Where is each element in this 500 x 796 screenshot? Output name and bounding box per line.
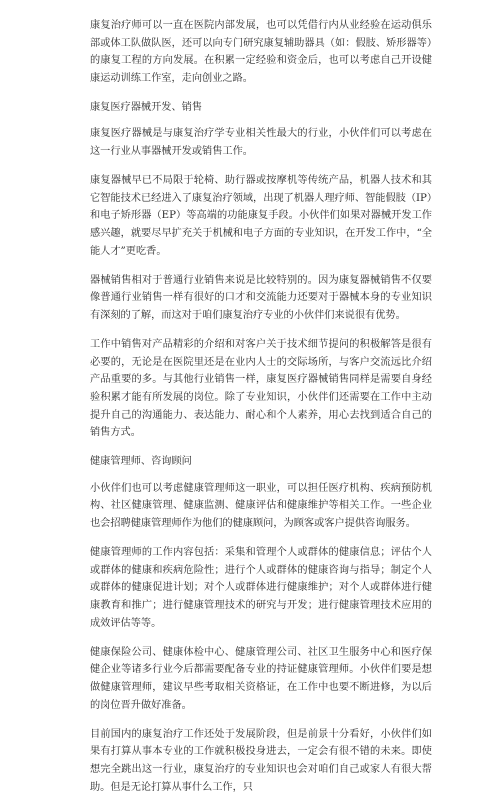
paragraph-6: 小伙伴们也可以考虑健康管理师这一职业，可以担任医疗机构、疾病预防机构、社区健康管理、健康监测、健康评估和健康维护等相关工作。一些企业也会招聘健康管理师作为他们的健康顾问，为顾客或客户提供咨询服务。: [90, 482, 432, 530]
paragraph-5: 工作中销售对产品精彩的介绍和对客户关于技术细节提问的积极解答是很有必要的，无论是在医院里还是在业内人士的交际场所，与客户交流远比介绍产品重要的多。与其他行业销售一样，康复医疗器械销售同样是需要自身经验积累才能有所发展的岗位。除了专业知识，小伙伴们还需要在工作中主动提升自己的沟通能力、表达能力、耐心和个人素养，用心去找到适合自己的销售方式。: [90, 339, 432, 439]
paragraph-2: 康复医疗器械是与康复治疗学专业相关性最大的行业，小伙伴们可以考虑在这一行业从事器械开发或销售工作。: [90, 128, 432, 158]
paragraph-8: 健康保险公司、健康体检中心、健康管理公司、社区卫生服务中心和医疗保健企业等诸多行业今后都需要配备专业的持证健康管理师。小伙伴们要是想做健康管理师，建议早些考取相关资格证，在工作中也要不断进修，为以后的岗位晋升做好准备。: [90, 646, 432, 711]
paragraph-7: 健康管理师的工作内容包括：采集和管理个人或群体的健康信息；评估个人或群体的健康和疾病危险性；进行个人或群体的健康咨询与指导；制定个人或群体的健康促进计划；对个人或群体进行健康维护；对个人或群体进行健康教育和推广；进行健康管理技术的研究与开发；进行健康管理技术应用的成效评估等等。: [90, 547, 432, 629]
paragraph-4: 器械销售相对于普通行业销售来说是比较特别的。因为康复器械销售不仅要像普通行业销售一样有很好的口才和交流能力还要对于器械本身的专业知识有深刻的了解，而这对于咱们康复治疗专业的小伙伴们来说很有优势。: [90, 274, 432, 321]
section-heading-health-manager: 健康管理师、咨询顾问: [90, 456, 192, 468]
paragraph-9: 目前国内的康复治疗工作还处于发展阶段，但是前景十分看好，小伙伴们如果有打算从事本专业的工作就积极投身进去，一定会有很不错的未来。即使想完全跳出这一行业，康复治疗的专业知识也会对咱们自己或家人有很大帮助。但是无论打算从事什么工作，只: [90, 728, 432, 793]
paragraph-3: 康复器械早已不局限于轮椅、助行器或按摩机等传统产品，机器人技术和其它智能技术已经进入了康复治疗领域，出现了机器人理疗师、智能假肢（IP）和电子矫形器（EP）等高端的功能康复手段。小伙伴们如果对器械开发工作感兴趣，就要尽早扩充关于机械和电子方面的专业知识，在开发工作中，“全能人才”更吃香。: [90, 175, 432, 257]
paragraph-1: 康复治疗师可以一直在医院内部发展，也可以凭借行内从业经验在运动俱乐部或体工队做队医，还可以向专门研究康复辅助器具（如：假肢、矫形器等）的康复工程的方向发展。在积累一定经验和资金后，也可以考虑自己开设健康运动训练工作室，走向创业之路。: [90, 20, 432, 84]
section-heading-device-sales: 康复医疗器械开发、销售: [90, 101, 203, 113]
